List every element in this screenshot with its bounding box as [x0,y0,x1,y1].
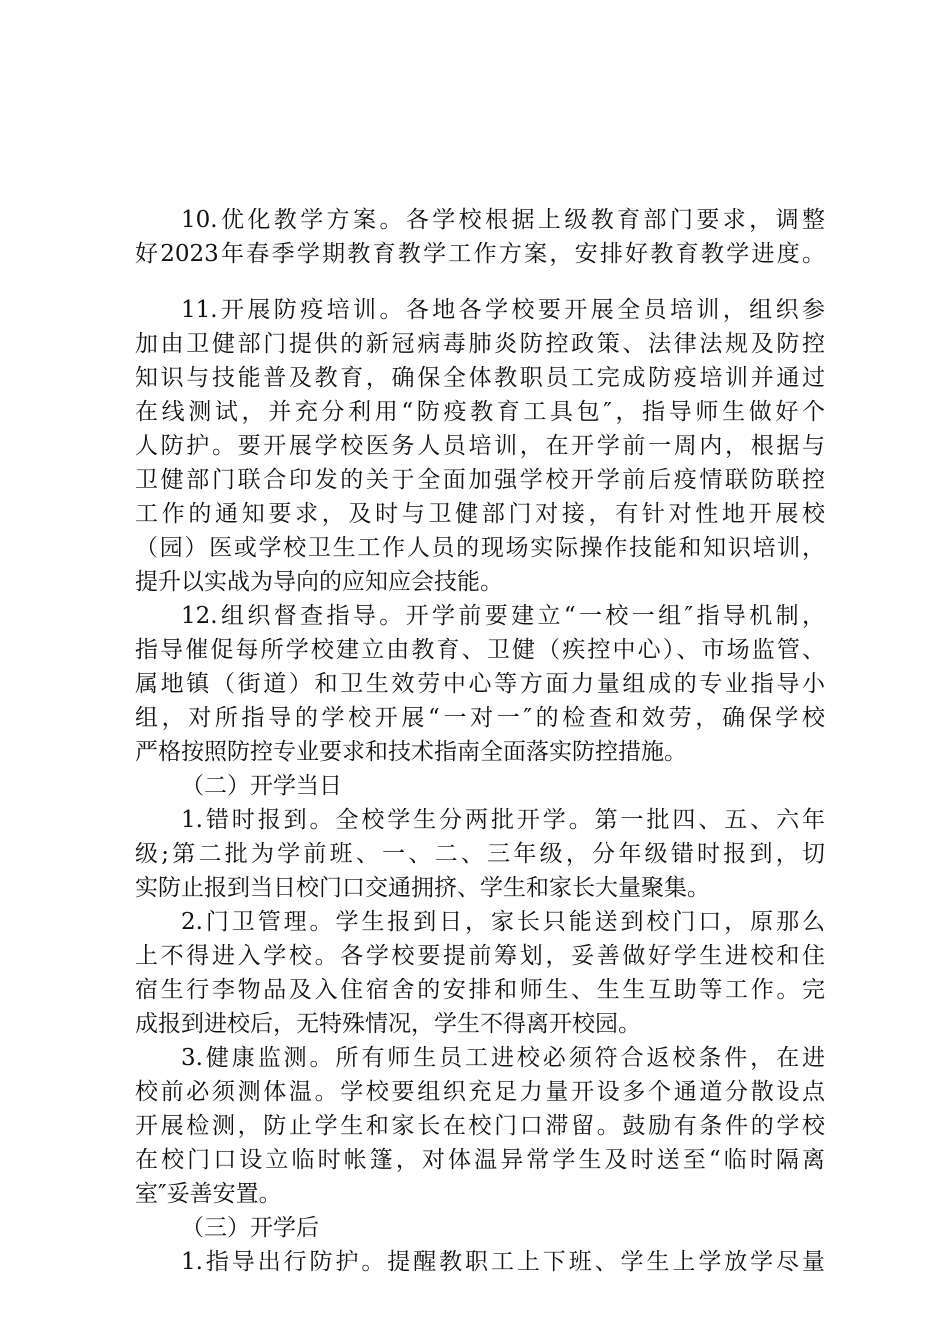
paragraph-12 [135,599,825,769]
text-line: 属地镇（街道）和卫生效劳中心等方面力量组成的专业指导小 [135,671,825,697]
section-heading: （三）开学后 [181,1215,319,1241]
text-line: 级;第二批为学前班、一、二、三年级，分年级错时报到，切 [135,841,825,867]
text-line: 组，对所指导的学校开展“一对一″的检查和效劳，确保学校 [135,705,825,731]
paragraph-gate [135,905,825,1041]
paragraph-10 [135,203,825,271]
text-line: 上不得进入学校。各学校要提前筹划，妥善做好学生进校和住 [135,943,825,969]
text-line: （园）医或学校卫生工作人员的现场实际操作技能和知识培训， [135,535,825,561]
section-heading-3 [135,1211,825,1245]
text-line: 工作的通知要求，及时与卫健部门对接，有针对性地开展校 [135,501,825,527]
text-line: 人防护。要开展学校医务人员培训，在开学前一周内，根据与 [135,433,825,459]
paragraph-11 [135,293,825,599]
paragraph-health [135,1041,825,1211]
text-line: 2.门卫管理。学生报到日，家长只能送到校门口，原那么 [181,909,825,935]
section-heading: （二）开学当日 [181,773,342,799]
text-line: 宿生行李物品及入住宿舍的安排和师生、生生互助等工作。完 [135,977,825,1003]
text-line: 1.错时报到。全校学生分两批开学。第一批四、五、六年 [181,807,825,833]
text-line: 校前必须测体温。学校要组织充足力量开设多个通道分散设点 [135,1079,825,1105]
text-line: 12.组织督查指导。开学前要建立“一校一组″指导机制， [181,603,825,629]
text-line: 加由卫健部门提供的新冠病毒肺炎防控政策、法律法规及防控 [135,331,825,357]
section-heading-2 [135,769,825,803]
text-line: 成报到进校后，无特殊情况，学生不得离开校园。 [135,1011,641,1037]
text-line: 10.优化教学方案。各学校根据上级教育部门要求，调整 [181,207,825,233]
paragraph-travel [135,1245,825,1279]
text-line: 知识与技能普及教育，确保全体教职员工完成防疫培训并通过 [135,365,825,391]
text-line: 在线测试，并充分利用“防疫教育工具包″，指导师生做好个 [135,399,825,425]
text-line: 指导催促每所学校建立由教育、卫健（疾控中心）、市场监管、 [135,637,825,663]
text-line: 提升以实战为导向的应知应会技能。 [135,569,503,595]
text-line: 室″妥善安置。 [135,1181,282,1207]
text-line: 严格按照防控专业要求和技术指南全面落实防控措施。 [135,739,687,765]
text-line: 卫健部门联合印发的关于全面加强学校开学前后疫情联防联控 [135,467,825,493]
paragraph-arrival [135,803,825,905]
text-line: 好2023年春季学期教育教学工作方案，安排好教育教学进度。 [135,241,825,267]
text-line: 1.指导出行防护。提醒教职工上下班、学生上学放学尽量 [181,1249,825,1275]
text-line: 在校门口设立临时帐篷，对体温异常学生及时送至“临时隔离 [135,1147,825,1173]
text-line: 开展检测，防止学生和家长在校门口滞留。鼓励有条件的学校 [135,1113,825,1139]
text-line: 11.开展防疫培训。各地各学校要开展全员培训，组织参 [181,297,825,323]
text-line: 3.健康监测。所有师生员工进校必须符合返校条件，在进 [181,1045,825,1071]
text-line: 实防止报到当日校门口交通拥挤、学生和家长大量聚集。 [135,875,710,901]
